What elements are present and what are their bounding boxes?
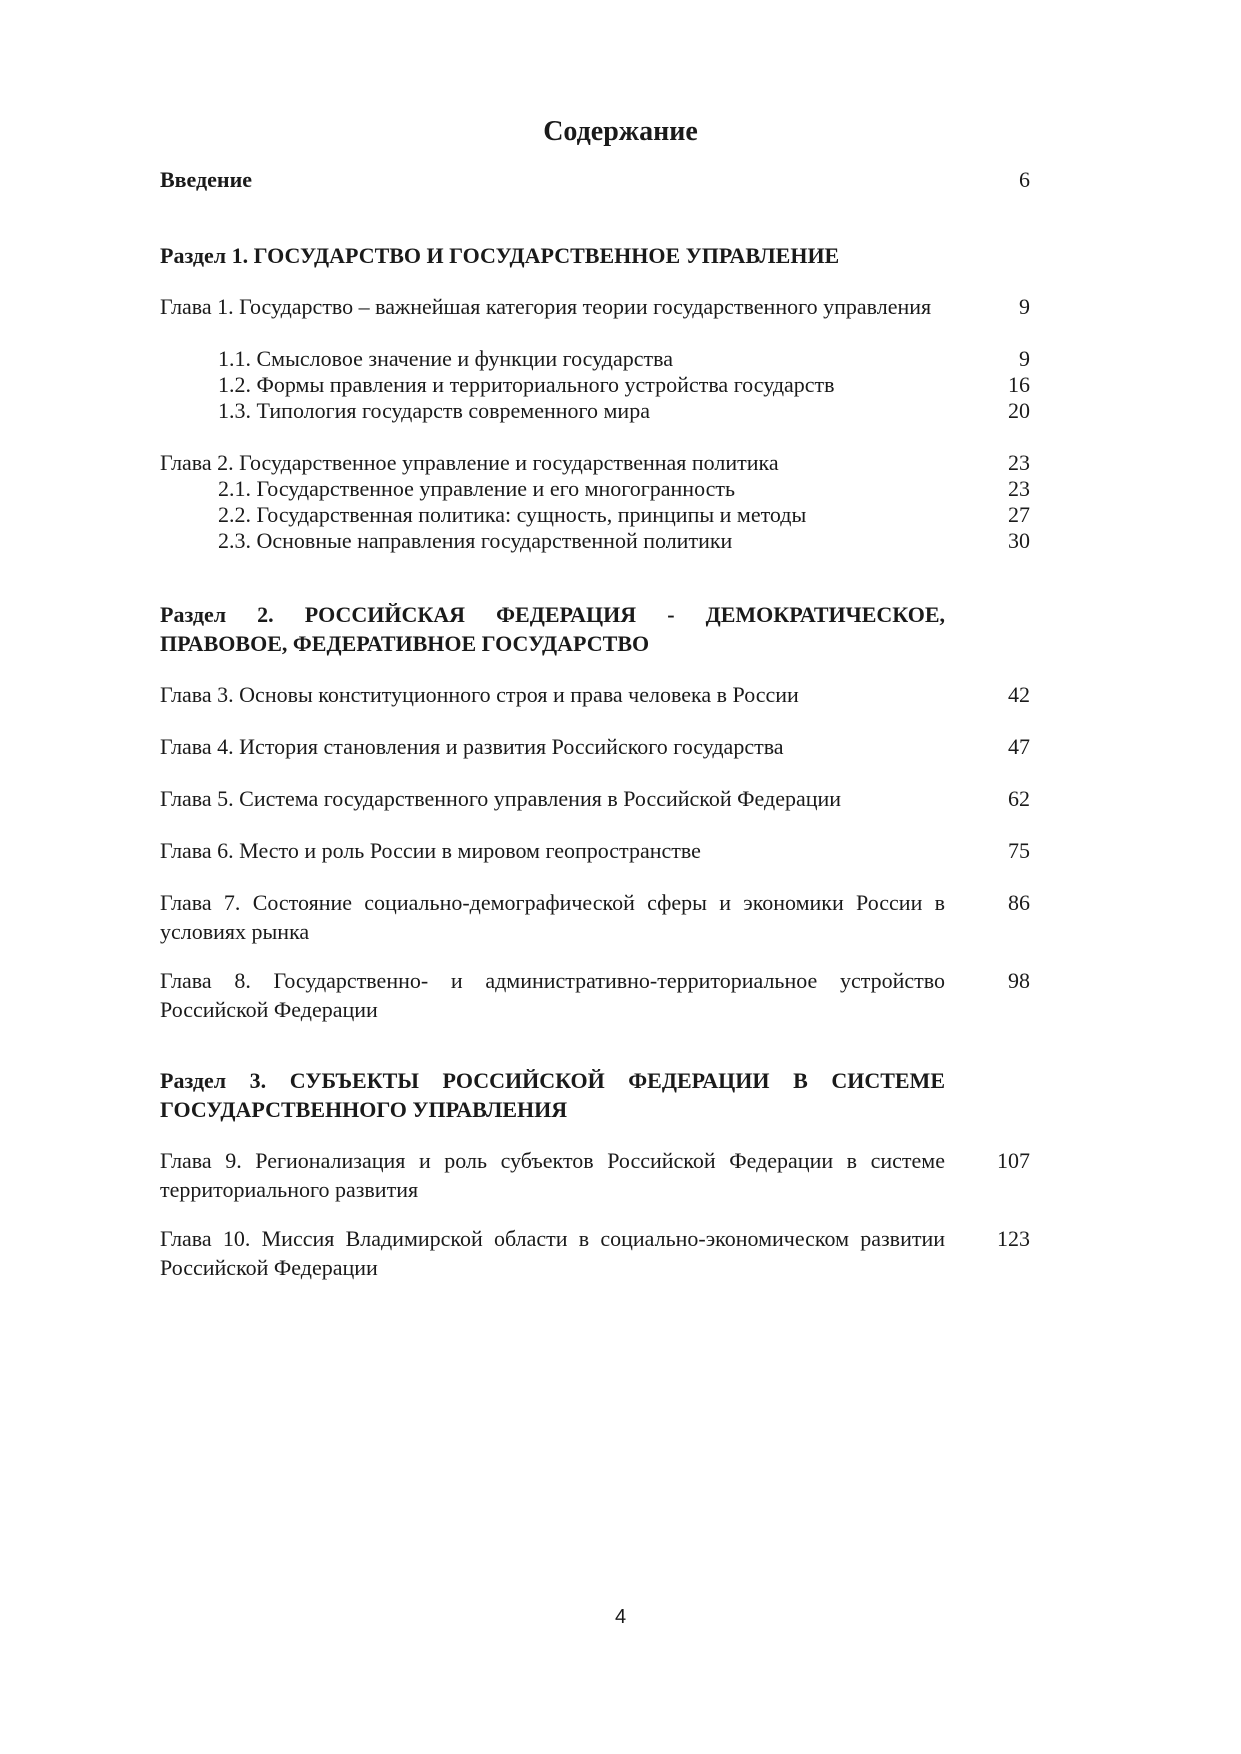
toc-chapter-5 [160,784,1030,813]
toc-chapter-2 [160,448,1030,477]
toc-entry-page: 16 [1008,372,1030,397]
section-heading: Раздел 1. ГОСУДАРСТВО И ГОСУДАРСТВЕННОЕ УПРАВЛЕНИЕ [160,243,840,268]
toc-entry-page: 23 [1008,450,1030,475]
toc-entry-label: Глава 8. Государственно- и административно-территориальное устройство Российской Федерации [160,968,945,1022]
toc-section-2 [160,600,1030,658]
toc-entry-label: 1.2. Формы правления и территориального устройства государств [218,372,835,397]
toc-entry-label: Глава 5. Система государственного управления в Российской Федерации [160,786,842,811]
toc-entry-page: 30 [1008,528,1030,553]
toc-chapter-8 [160,966,1030,1024]
toc-entry-page: 62 [1008,786,1030,811]
toc-chapter-4 [160,732,1030,761]
toc-chapter-9 [160,1146,1030,1204]
toc-entry-page: 75 [1008,838,1030,863]
toc-entry-page: 23 [1008,476,1030,501]
toc-entry-page: 107 [997,1148,1030,1173]
toc-subsection-2-1 [160,474,1030,503]
toc-entry-label: Глава 7. Состояние социально-демографической сферы и экономики России в условиях рынка [160,890,945,944]
toc-subsection-1-1 [160,344,1030,373]
toc-entry-label: Глава 4. История становления и развития Российского государства [160,734,784,759]
toc-entry-page: 9 [1019,294,1030,319]
section-heading: Раздел 3. СУБЪЕКТЫ РОССИЙСКОЙ ФЕДЕРАЦИИ В СИСТЕМЕ ГОСУДАРСТВЕННОГО УПРАВЛЕНИЯ [160,1068,945,1122]
toc-entry-label: 1.3. Типология государств современного мира [218,398,650,423]
toc-section-3 [160,1066,1030,1124]
toc-chapter-10 [160,1224,1030,1282]
toc-entry-page: 47 [1008,734,1030,759]
toc-entry-page: 6 [1019,167,1030,192]
toc-subsection-1-3 [160,396,1030,425]
toc-entry-label: Глава 9. Регионализация и роль субъектов Российской Федерации в системе территориального развития [160,1148,945,1202]
toc-entry-intro [160,165,1030,194]
toc-entry-page: 9 [1019,346,1030,371]
toc-entry-label: 2.2. Государственная политика: сущность, принципы и методы [218,502,807,527]
toc-subsection-2-3 [160,526,1030,555]
section-heading: Раздел 2. РОССИЙСКАЯ ФЕДЕРАЦИЯ - ДЕМОКРАТИЧЕСКОЕ, ПРАВОВОЕ, ФЕДЕРАТИВНОЕ ГОСУДАРСТВО [160,602,945,656]
toc-subsection-2-2 [160,500,1030,529]
toc-entry-label: Глава 1. Государство – важнейшая категория теории государственного управления [160,294,932,319]
page-title: Содержание [543,116,698,147]
toc-entry-label: 2.1. Государственное управление и его многогранность [218,476,736,501]
toc-entry-page: 123 [997,1226,1030,1251]
toc-entry-label: 2.3. Основные направления государственной политики [218,528,733,553]
toc-chapter-7 [160,888,1030,946]
toc-chapter-6 [160,836,1030,865]
toc-chapter-1 [160,292,1030,321]
toc-entry-page: 98 [1008,968,1030,993]
toc-entry-label: Глава 2. Государственное управление и государственная политика [160,450,779,475]
toc-section-1 [160,241,1030,270]
toc-entry-page: 86 [1008,890,1030,915]
page-number: 4 [614,1606,627,1628]
toc-entry-label: Глава 6. Место и роль России в мировом геопространстве [160,838,701,863]
toc-entry-label: Введение [160,167,253,192]
toc-chapter-3 [160,680,1030,709]
toc-entry-label: 1.1. Смысловое значение и функции государства [218,346,673,371]
toc-entry-label: Глава 10. Миссия Владимирской области в социально-экономическом развитии Российской Федерации [160,1226,945,1280]
toc-entry-page: 20 [1008,398,1030,423]
toc-entry-label: Глава 3. Основы конституционного строя и права человека в России [160,682,799,707]
toc-entry-page: 27 [1008,502,1030,527]
toc-entry-page: 42 [1008,682,1030,707]
toc-subsection-1-2 [160,370,1030,399]
